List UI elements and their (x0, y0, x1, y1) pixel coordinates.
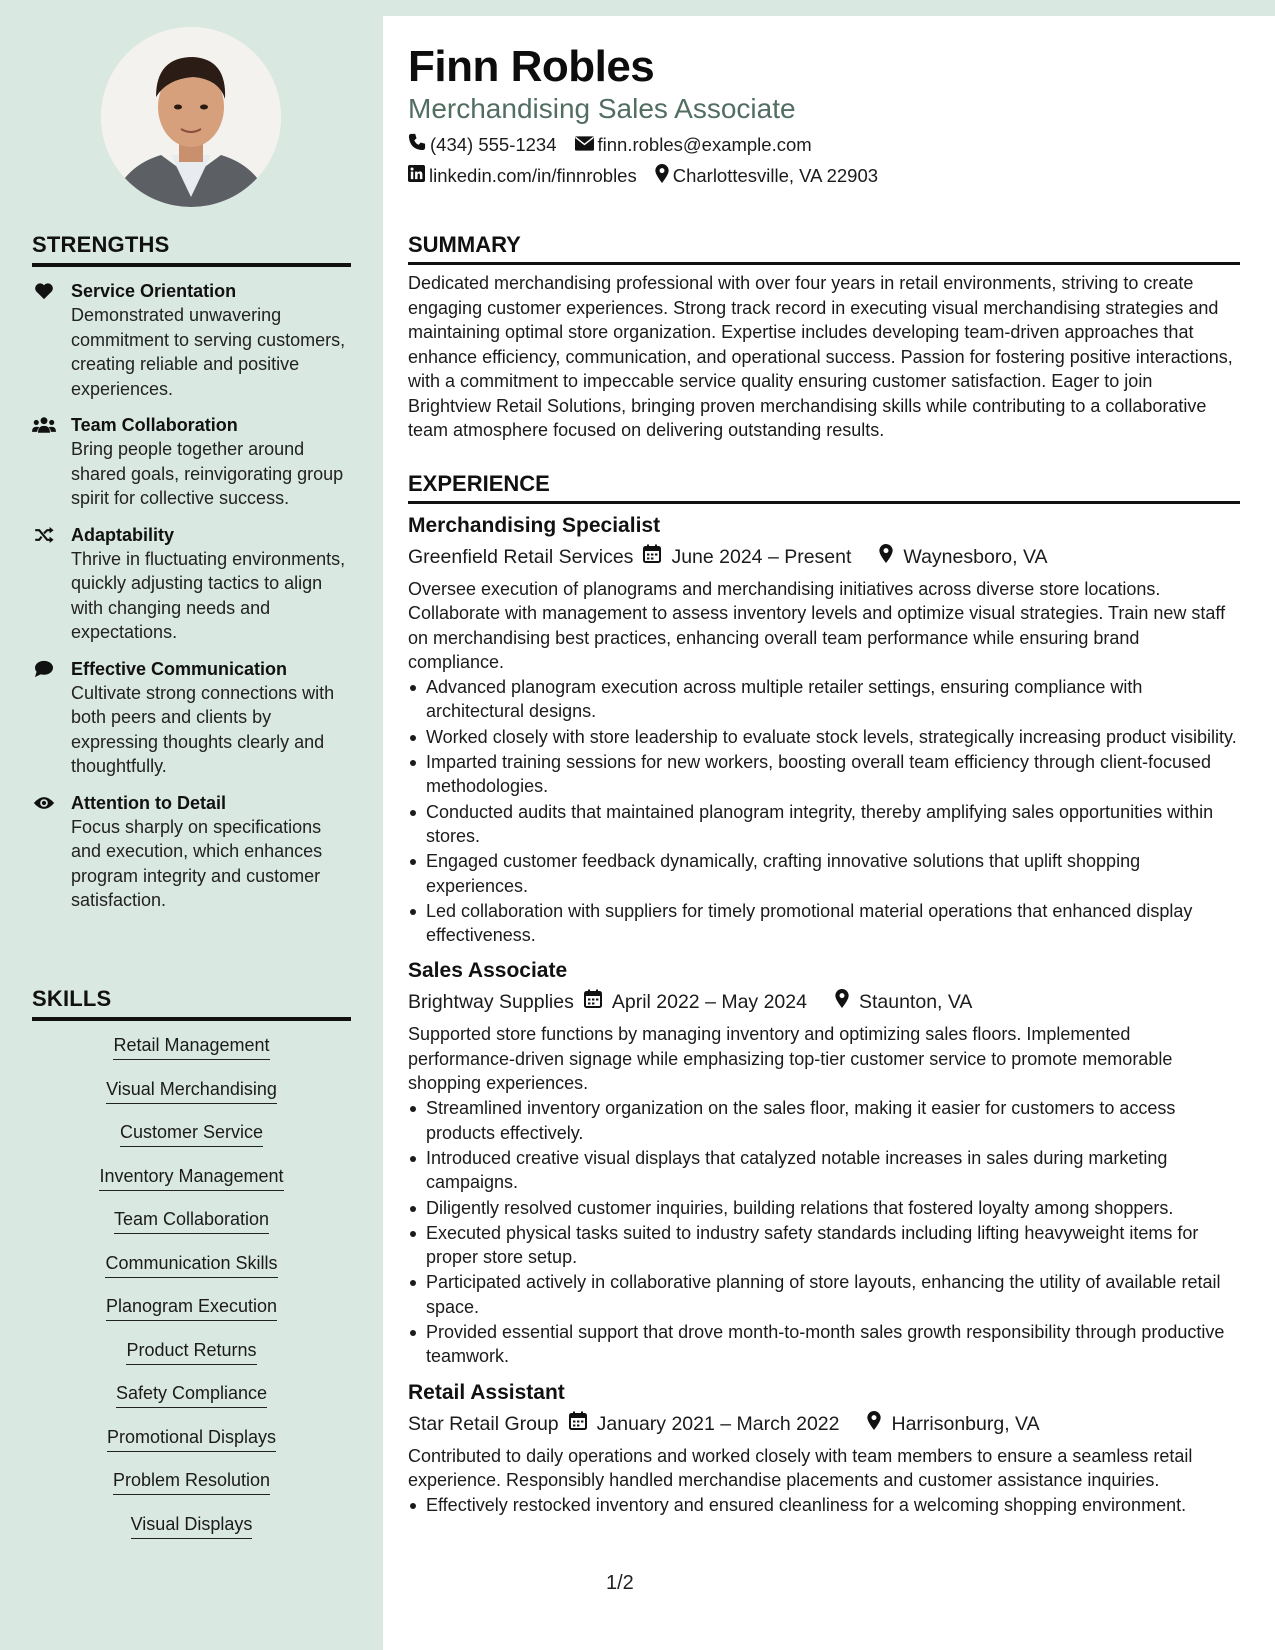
bullet-item: Diligently resolved customer inquiries, building relations that fostered loyalty among shoppers. (408, 1196, 1240, 1220)
envelope-icon (575, 134, 594, 156)
bullet-item: Led collaboration with suppliers for timely promotional material operations that enhanced display effectiveness. (408, 899, 1240, 948)
heart-icon (32, 280, 56, 302)
map-pin-icon (835, 988, 849, 1016)
strength-title: Adaptability (71, 524, 175, 545)
bullet-item: Engaged customer feedback dynamically, crafting innovative solutions that uplift shopping experiences. (408, 849, 1240, 898)
map-pin-icon (879, 543, 893, 571)
candidate-title: Merchandising Sales Associate (408, 93, 796, 124)
strength-item (32, 657, 351, 779)
linkedin-url[interactable]: linkedin.com/in/finnrobles (429, 165, 637, 186)
skill-item: Team Collaboration (114, 1207, 269, 1234)
calendar-icon (569, 1410, 587, 1438)
job-location: Harrisonburg, VA (891, 1412, 1040, 1435)
skill-item: Inventory Management (99, 1164, 283, 1191)
job-meta (408, 543, 1240, 571)
strength-desc: Bring people together around shared goals, reinvigorating group spirit for collective success. (71, 439, 344, 508)
email-address[interactable]: finn.robles@example.com (597, 133, 812, 155)
bullet-item: Effectively restocked inventory and ensured cleanliness for a welcoming shopping environment. (408, 1493, 1240, 1517)
bullet-item: Executed physical tasks suited to industry safety standards including lifting heavyweight items for proper store setup. (408, 1221, 1240, 1270)
sidebar (0, 0, 383, 1650)
job-description: Oversee execution of planograms and merchandising initiatives across diverse store locations. Collaborate with management to assess inventory levels and optimize visual strategies. Train new staff on merchandising best practices, enhancing overall team performance while ensuring brand compliance. (408, 579, 1226, 672)
job-description: Supported store functions by managing inventory and optimizing sales floors. Implemented performance-driven signage while emphasizing top-tier customer service to promote memorable shopping experiences. (408, 1024, 1173, 1094)
strength-item (32, 523, 351, 645)
job-bullets (408, 1493, 1240, 1517)
job-role: Sales Associate (408, 959, 568, 983)
skill-item: Planogram Execution (106, 1294, 277, 1321)
strength-title: Service Orientation (71, 281, 237, 301)
map-pin-icon (867, 1410, 881, 1438)
skill-item: Visual Displays (131, 1512, 253, 1539)
page-number: 1/2 (606, 1572, 634, 1594)
eye-icon (32, 792, 56, 814)
phone-number: (434) 555-1234 (430, 133, 557, 155)
bullet-item: Worked closely with store leadership to evaluate stock levels, strategically increasing product visibility. (408, 725, 1240, 749)
strength-desc: Thrive in fluctuating environments, quickly adjusting tactics to align with changing needs and expectations. (71, 548, 346, 642)
location-contact (655, 164, 878, 188)
skill-item: Promotional Displays (107, 1425, 276, 1452)
shuffle-icon (32, 524, 56, 546)
job-dates: April 2022 – May 2024 (611, 991, 807, 1014)
skill-item: Retail Management (113, 1033, 269, 1060)
bullet-item: Provided essential support that drove month-to-month sales growth responsibility through productive teamwork. (408, 1320, 1240, 1369)
strength-item (32, 791, 351, 913)
candidate-name: Finn Robles (408, 42, 655, 91)
linkedin-contact (408, 165, 637, 187)
job-role: Merchandising Specialist (408, 514, 661, 537)
strength-desc: Focus sharply on specifications and execution, which enhances program integrity and customer satisfaction. (71, 816, 323, 910)
summary-section (408, 232, 1240, 443)
strength-item (32, 279, 351, 401)
job-entry (408, 512, 1240, 947)
experience-heading: EXPERIENCE (408, 471, 1240, 504)
job-location: Waynesboro, VA (903, 546, 1048, 568)
calendar-icon (584, 988, 602, 1016)
experience-section (408, 471, 1240, 1519)
skills-heading: SKILLS (32, 986, 351, 1021)
skill-item: Customer Service (120, 1120, 263, 1147)
users-icon (32, 414, 56, 436)
summary-text: Dedicated merchandising professional with over four years in retail environments, striving to create engaging customer experiences. Strong track record in executing visual merchandising strategies and maintaining optimal store organization. Expertise includes developing team-driven approaches that enhance efficiency, communication, and operational success. Passion for fostering positive interactions, with a commitment to impeccable service quality ensuring customer satisfaction. Eager to join Brightview Retail Solutions, bringing proven merchandising skills while contributing to a collaborative team atmosphere focused on delivering outstanding results. (408, 273, 1233, 440)
skill-item: Safety Compliance (116, 1381, 267, 1408)
location-text: Charlottesville, VA 22903 (672, 165, 879, 186)
strength-title: Effective Communication (71, 658, 288, 679)
linkedin-icon (408, 165, 425, 187)
strength-title: Team Collaboration (71, 415, 238, 435)
job-entry (408, 957, 1240, 1368)
job-bullets (408, 675, 1240, 947)
job-entry (408, 1379, 1240, 1518)
job-company: Greenfield Retail Services (408, 546, 634, 568)
strength-desc: Demonstrated unwavering commitment to serving customers, creating reliable and positive experiences. (71, 305, 346, 399)
email-contact (575, 134, 812, 156)
job-dates: June 2024 – Present (671, 546, 852, 568)
strength-title: Attention to Detail (71, 792, 226, 813)
job-dates: January 2021 – March 2022 (596, 1412, 840, 1435)
skills-section (32, 986, 351, 1555)
job-company: Brightway Supplies (408, 991, 574, 1014)
strength-item (32, 413, 351, 511)
job-description: Contributed to daily operations and worked closely with team members to ensure a seamless retail experience. Responsibly handled merchandise placements and customer assistance inquiries. (408, 1445, 1193, 1490)
job-role: Retail Assistant (408, 1380, 565, 1404)
profile-photo (101, 27, 281, 207)
job-bullets (408, 1096, 1240, 1368)
main-content (383, 16, 1275, 1650)
summary-heading: SUMMARY (408, 232, 1240, 265)
skill-item: Product Returns (126, 1338, 256, 1365)
bullet-item: Imparted training sessions for new workers, boosting overall team efficiency through client-focused methodologies. (408, 750, 1240, 799)
strengths-section (32, 232, 351, 913)
speech-bubble-icon (32, 658, 56, 680)
skills-list (32, 1033, 351, 1555)
bullet-item: Participated actively in collaborative planning of store layouts, enhancing the utility of available retail space. (408, 1270, 1240, 1319)
job-meta (408, 988, 1240, 1016)
skill-item: Visual Merchandising (106, 1077, 277, 1104)
skill-item: Communication Skills (105, 1251, 277, 1278)
bullet-item: Conducted audits that maintained planogram integrity, thereby amplifying sales opportunities within stores. (408, 800, 1240, 849)
bullet-item: Streamlined inventory organization on the sales floor, making it easier for customers to access products effectively. (408, 1096, 1240, 1145)
strength-desc: Cultivate strong connections with both peers and clients by expressing thoughts clearly and thoughtfully. (71, 682, 335, 776)
phone-icon (408, 133, 426, 156)
contact-row (408, 133, 812, 156)
strengths-heading: STRENGTHS (32, 232, 351, 267)
bullet-item: Introduced creative visual displays that catalyzed notable increases in sales during marketing campaigns. (408, 1146, 1240, 1195)
job-location: Staunton, VA (858, 991, 973, 1014)
skill-item: Problem Resolution (113, 1468, 270, 1495)
phone-contact (408, 133, 557, 156)
map-pin-icon (655, 164, 669, 188)
job-company: Star Retail Group (408, 1412, 559, 1435)
bullet-item: Advanced planogram execution across multiple retailer settings, ensuring compliance with architectural designs. (408, 675, 1240, 724)
job-meta (408, 1410, 1240, 1438)
calendar-icon (643, 543, 661, 571)
contact-row (408, 164, 878, 188)
